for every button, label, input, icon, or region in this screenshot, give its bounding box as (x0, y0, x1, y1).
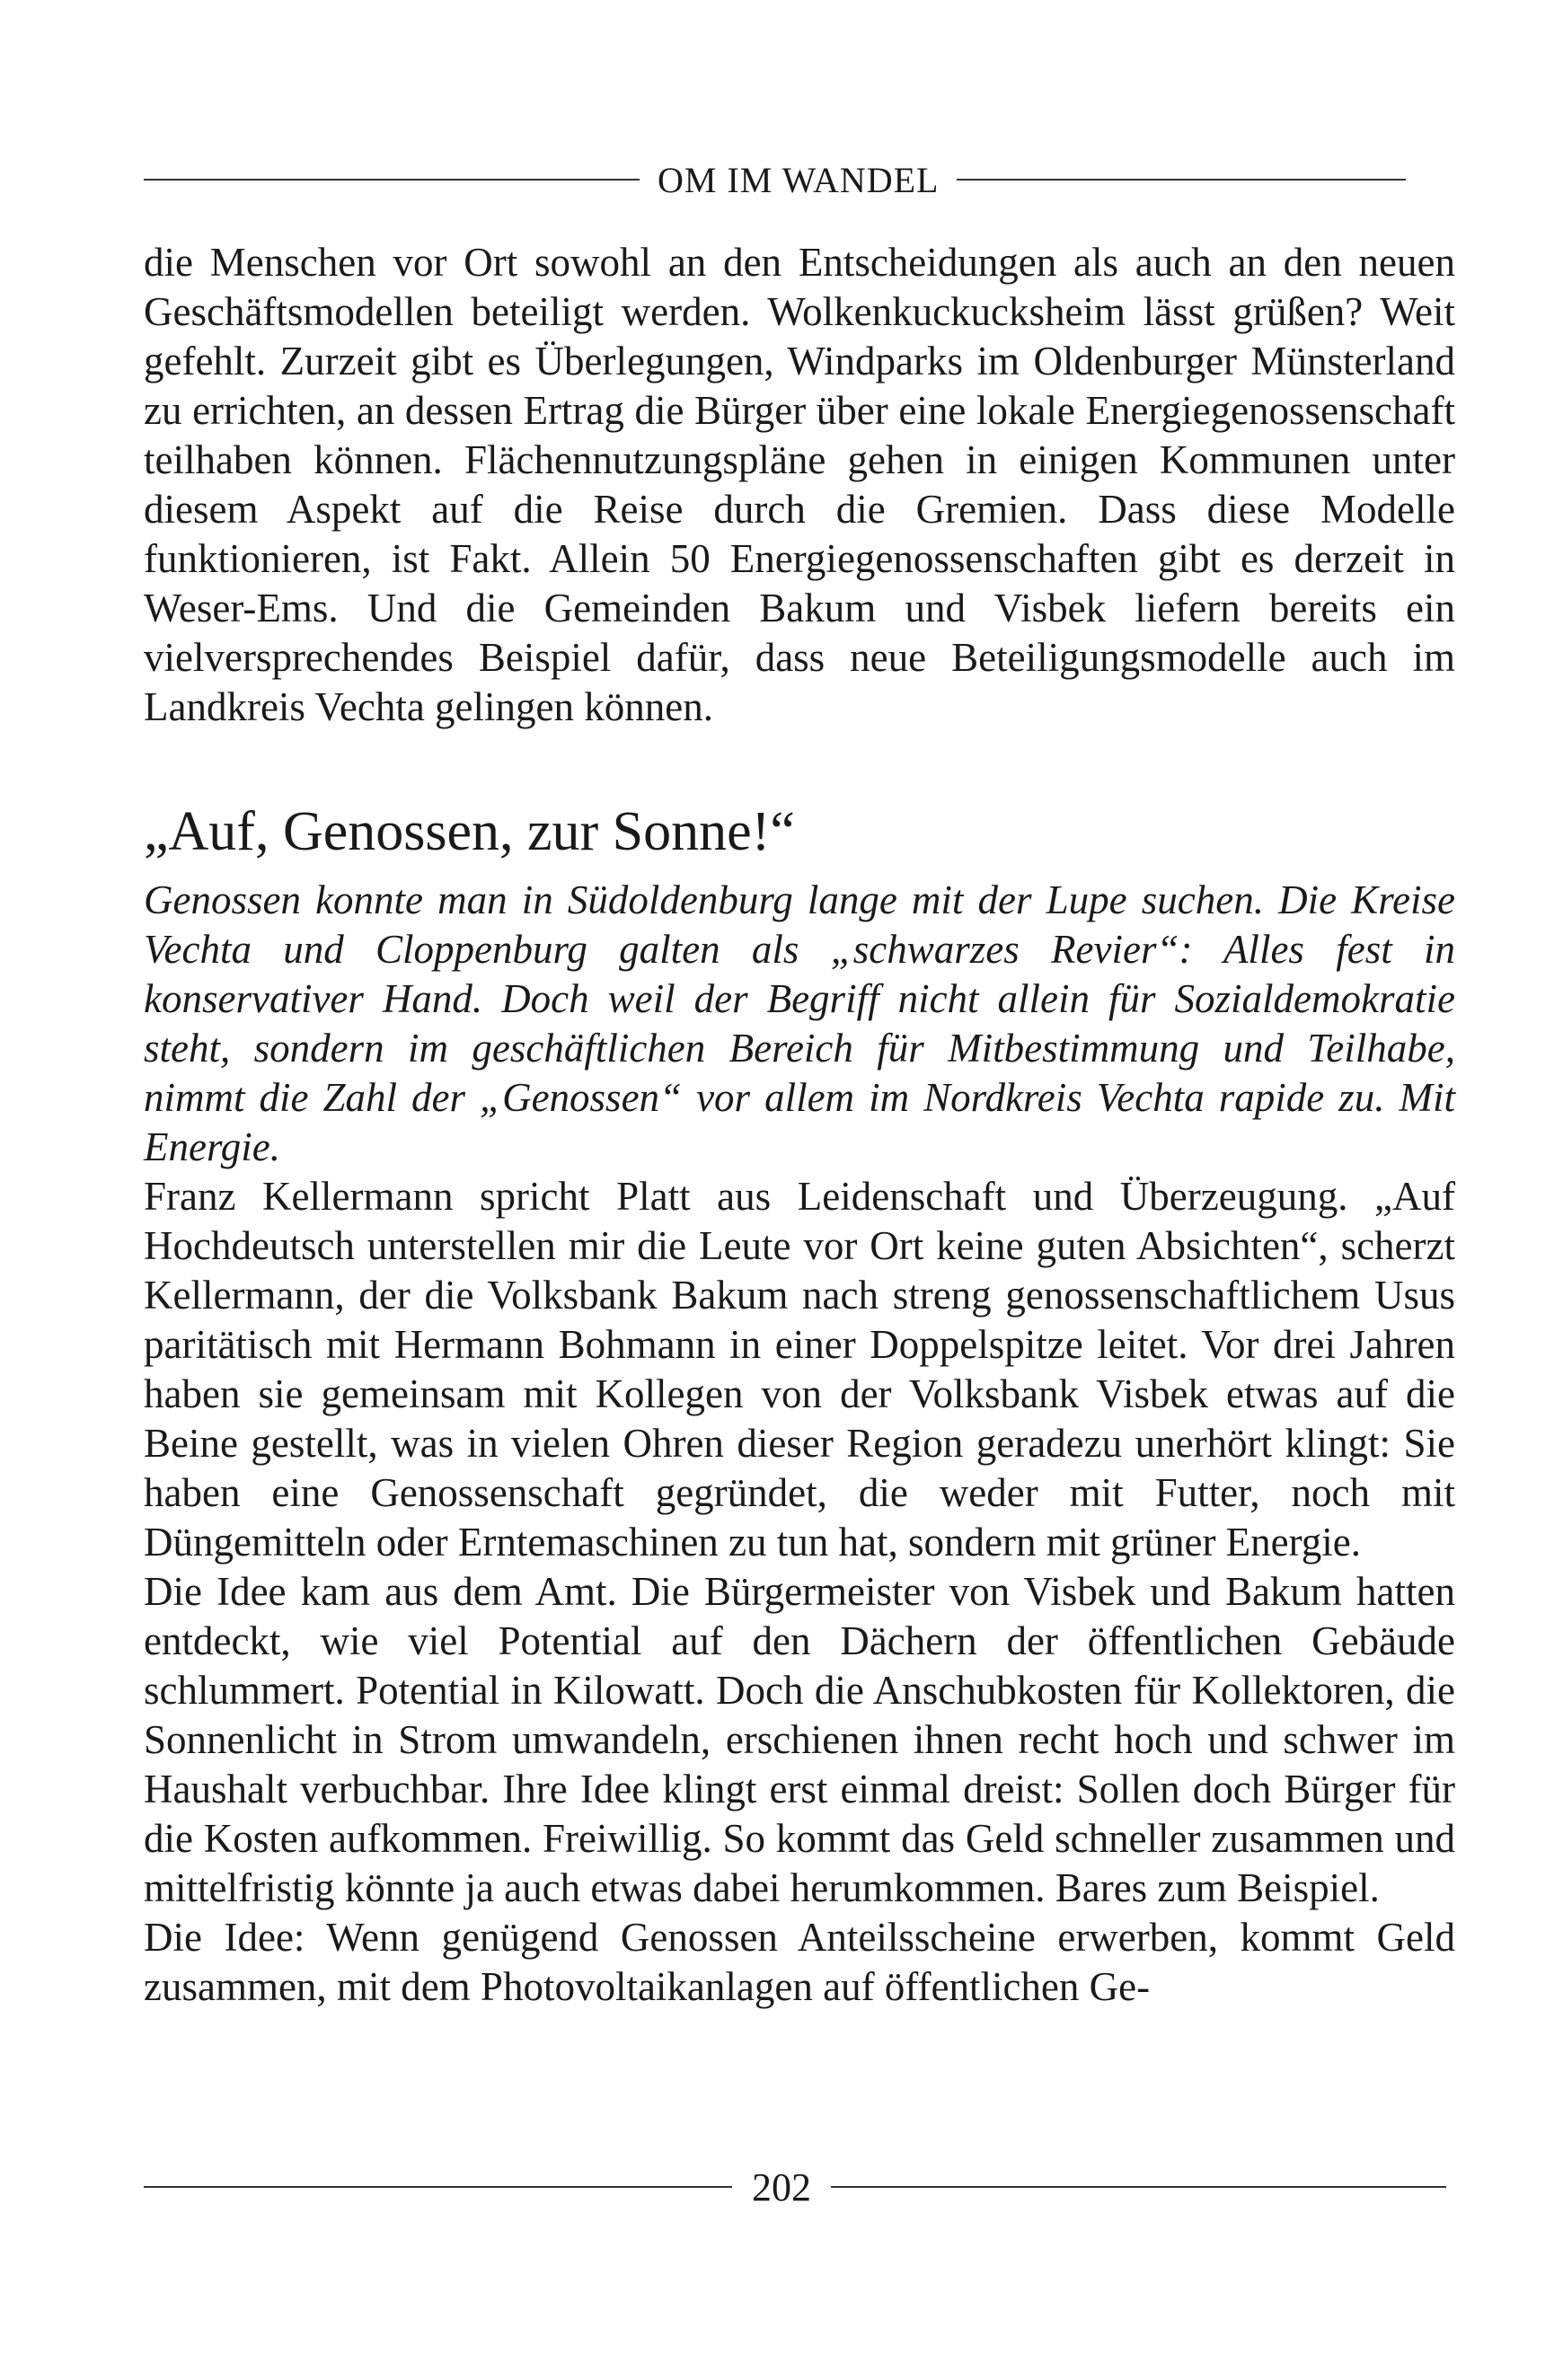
page-footer (144, 2160, 1446, 2214)
footer-rule-left (144, 2186, 732, 2188)
page-body (144, 238, 1455, 2012)
footer-rule-right (831, 2186, 1446, 2188)
body-paragraph-2: Die Idee kam aus dem Amt. Die Bürgermeister von Visbek und Bakum hatten entdeckt, wie viel Potential auf den Dächern der öffentlichen Gebäude schlummert. Potential in Kilowatt. Doch die Anschubkosten für Kollektoren, die Sonnenlicht in Strom umwandeln, erschienen ihnen recht hoch und schwer im Haushalt verbuchbar. Ihre Idee klingt erst einmal dreist: Sollen doch Bürger für die Kosten aufkommen. Freiwillig. So kommt das Geld schneller zusammen und mittelfristig könnte ja auch etwas dabei herumkommen. Bares zum Beispiel. (144, 1569, 1455, 1910)
lead-paragraph: Genossen konnte man in Südoldenburg lange mit der Lupe suchen. Die Kreise Vechta und Cloppenburg galten als „schwarzes Revier“: Alles fest in konservativer Hand. Doch weil der Begriff nicht allein für Sozialdemokratie steht, sondern im geschäftlichen Bereich für Mitbestimmung und Teilhabe, nimmt die Zahl der „Genossen“ vor allem im Nordkreis Vechta rapide zu. Mit Energie. (144, 877, 1455, 1169)
running-header (144, 153, 1455, 207)
header-rule-left (144, 179, 640, 181)
page-number: 202 (752, 2164, 811, 2209)
intro-paragraph: die Menschen vor Ort sowohl an den Entscheidungen als auch an den neuen Geschäftsmodellen beteiligt werden. Wolkenkuckucksheim lässt grüßen? Weit gefehlt. Zurzeit gibt es Überlegungen, Windparks im Oldenburger Münsterland zu errichten, an dessen Ertrag die Bürger über eine lokale Energiegenossenschaft teilhaben können. Flächennutzungspläne gehen in einigen Kommunen unter diesem Aspekt auf die Reise durch die Gremien. Dass diese Modelle funktionieren, ist Fakt. Allein 50 Energiegenossenschaften gibt es derzeit in Weser-Ems. Und die Gemeinden Bakum und Visbek liefern bereits ein vielversprechendes Beispiel dafür, dass neue Beteiligungsmodelle auch im Landkreis Vechta gelingen können. (144, 240, 1455, 729)
header-rule-right (957, 179, 1406, 181)
body-paragraph-3: Die Idee: Wenn genügend Genossen Anteilsscheine erwerben, kommt Geld zusammen, mit dem Photovoltaikanlagen auf öffentlichen Ge- (144, 1915, 1455, 2009)
running-title: OM IM WANDEL (658, 159, 940, 200)
body-paragraph-1: Franz Kellermann spricht Platt aus Leidenschaft und Überzeugung. „Auf Hochdeutsch unterstellen mir die Leute vor Ort keine guten Absichten“, scherzt Kellermann, der die Volksbank Bakum nach streng genossenschaftlichem Usus paritätisch mit Hermann Bohmann in einer Doppelspitze leitet. Vor drei Jahren haben sie gemeinsam mit Kollegen von der Volksbank Visbek etwas auf die Beine gestellt, was in vielen Ohren dieser Region geradezu unerhört klingt: Sie haben eine Genossenschaft gegründet, die weder mit Futter, noch mit Düngemitteln oder Erntemaschinen zu tun hat, sondern mit grüner Energie. (144, 1174, 1455, 1565)
section-heading: „Auf, Genossen, zur Sonne!“ (144, 801, 795, 862)
